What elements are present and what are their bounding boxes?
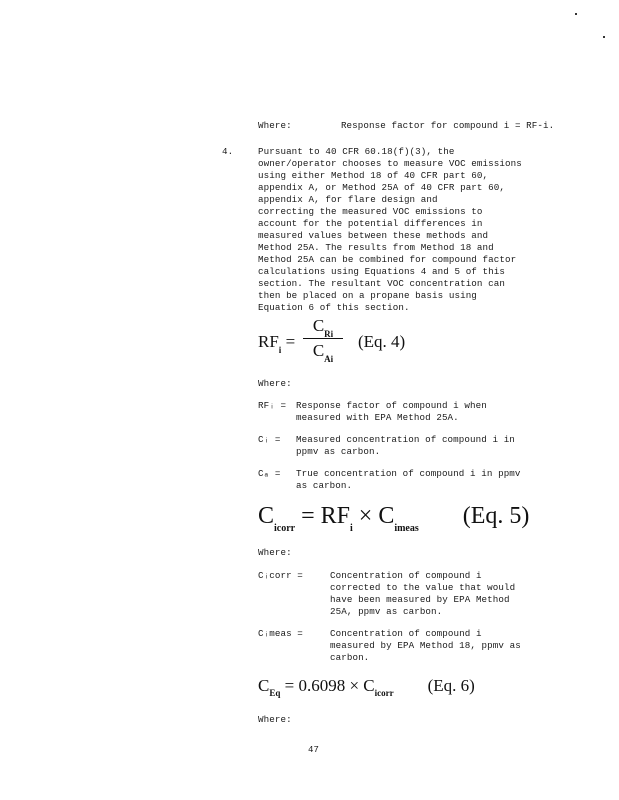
eq4-label: (Eq. 4)	[358, 332, 406, 351]
eq4-denominator: $C_{Ai}$	[312, 341, 334, 364]
eq6-label: (Eq. 6)	[427, 676, 475, 695]
equation-5	[258, 503, 530, 534]
eq5-label: (Eq. 5)	[462, 503, 530, 529]
where-label: Where:	[258, 378, 292, 389]
eq4-fraction	[303, 316, 343, 364]
paragraph-line: Method 25A. The results from Method 18 and	[258, 242, 494, 253]
paragraph-line: using either Method 18 of 40 CFR part 60,	[258, 170, 489, 181]
definition-term: Cᵢ =	[258, 434, 281, 445]
header-line	[258, 120, 558, 132]
eq6-corr-sub: icorr	[374, 688, 394, 698]
paragraph-line: section. The resultant VOC concentration can	[258, 278, 505, 289]
eq5-rf-sub: i	[350, 523, 353, 534]
definition-line: carbon.	[330, 652, 370, 663]
definition-line: True concentration of compound i in ppmv	[296, 468, 521, 479]
item-paragraph	[258, 146, 548, 314]
eq4-numerator: $C_{Ri}$	[312, 316, 334, 339]
definition-body	[296, 434, 546, 458]
paragraph-line: appendix A, for flare design and	[258, 194, 438, 205]
definition-line: have been measured by EPA Method	[330, 594, 510, 605]
eq6-rhs: = 0.6098 × C	[280, 676, 375, 695]
scan-speck	[575, 13, 577, 15]
header-where: Where:	[258, 120, 292, 131]
definition-term: Cᵢcorr =	[258, 570, 303, 581]
eq6-c: C	[258, 676, 270, 695]
definition-body	[330, 570, 550, 618]
definition-line: Response factor of compound i when	[296, 400, 487, 411]
equation-6	[258, 676, 475, 696]
header-text: Response factor for compound i = RF-i.	[340, 120, 555, 131]
fraction-bar	[303, 338, 343, 339]
eq4-lhs	[258, 332, 296, 355]
scan-speck	[603, 36, 605, 38]
paragraph-line: owner/operator chooses to measure VOC emissions	[258, 158, 522, 169]
definition-line: Measured concentration of compound i in	[296, 434, 515, 445]
eq5-times-c: × C	[352, 503, 395, 529]
eq5-c: C	[258, 503, 275, 529]
item-number: 4.	[222, 146, 234, 157]
eq6-c-sub: Eq	[269, 688, 281, 698]
eq5-rf: = RF	[295, 503, 350, 529]
where-label: Where:	[258, 547, 292, 558]
definition-line: measured by EPA Method 18, ppmv as	[330, 640, 521, 651]
page-number: 47	[308, 745, 320, 755]
definition-line: measured with EPA Method 25A.	[296, 412, 459, 423]
definition-line: Concentration of compound i	[330, 570, 482, 581]
paragraph-line: then be placed on a propane basis using	[258, 290, 477, 301]
eq4-rf-sub: i	[278, 345, 282, 355]
definition-body	[296, 468, 546, 492]
definition-term: Cₐ =	[258, 468, 281, 479]
definition-line: 25A, ppmv as carbon.	[330, 606, 443, 617]
definition-line: Concentration of compound i	[330, 628, 482, 639]
paragraph-line: Method 25A can be combined for compound factor	[258, 254, 517, 265]
eq4-rf: RF	[258, 332, 279, 351]
definition-body	[330, 628, 550, 664]
eq5-c-sub: icorr	[274, 523, 296, 534]
definition-term: Cᵢmeas =	[258, 628, 303, 639]
paragraph-line: Equation 6 of this section.	[258, 302, 410, 313]
definition-body	[296, 400, 546, 424]
definition-line: corrected to the value that would	[330, 582, 516, 593]
paragraph-line: measured values between these methods and	[258, 230, 489, 241]
definition-term: RFᵢ =	[258, 400, 287, 411]
eq4-equals: =	[285, 332, 296, 351]
eq5-meas-sub: imeas	[394, 523, 419, 534]
paragraph-line: Pursuant to 40 CFR 60.18(f)(3), the	[258, 146, 455, 157]
definition-line: ppmv as carbon.	[296, 446, 381, 457]
paragraph-line: calculations using Equations 4 and 5 of this	[258, 266, 505, 277]
paragraph-line: account for the potential differences in	[258, 218, 483, 229]
paragraph-line: appendix A, or Method 25A of 40 CFR part 60,	[258, 182, 505, 193]
where-label: Where:	[258, 714, 292, 725]
definition-line: as carbon.	[296, 480, 353, 491]
paragraph-line: correcting the measured VOC emissions to	[258, 206, 483, 217]
